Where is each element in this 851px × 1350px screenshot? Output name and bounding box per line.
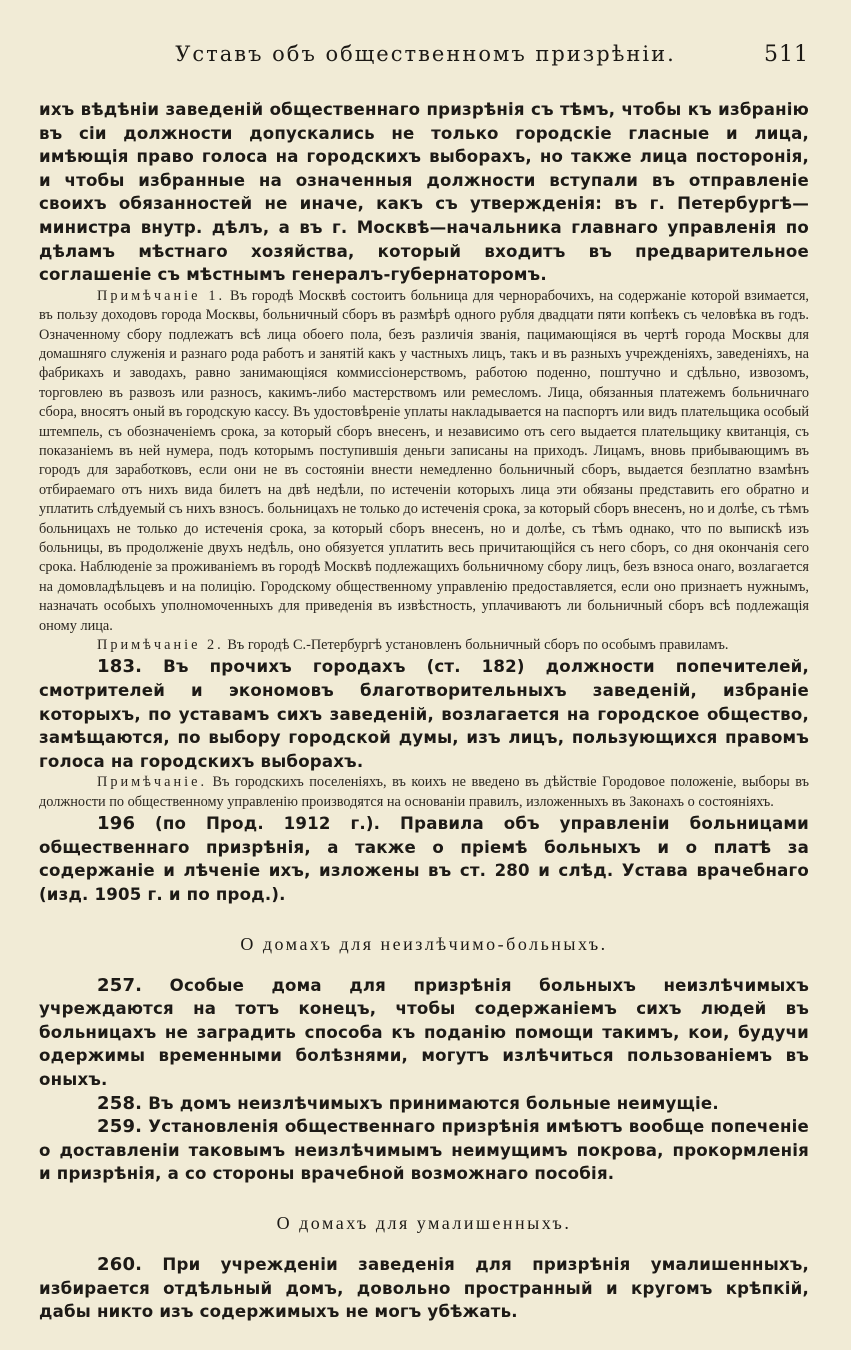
- section-heading-insane: О домахъ для умалишенныхъ.: [276, 1212, 572, 1233]
- article-196: [39, 812, 809, 906]
- article-259-text: Установленія общественнаго призрѣнія имѣютъ вообще попеченіе о доставленіи таковымъ неизлѣчимымъ неимущимъ покрова, прокормленія и призрѣнія, а со стороны врачебной возможнаго пособія.: [39, 1117, 809, 1184]
- article-258-number: 258.: [97, 1092, 143, 1114]
- article-258-text: Въ домъ неизлѣчимыхъ принимаются больные неимущіе.: [142, 1093, 719, 1113]
- article-183-text: Въ прочихъ городахъ (ст. 182) должности попечителей, смотрителей и экономовъ благотворительныхъ заведеній, избраніе которыхъ, по уставамъ сихъ заведеній, возлагается на городское общество, замѣщаются, по выбору городской думы, изъ лицъ, пользующихся правомъ голоса на городскихъ выборахъ.: [39, 657, 809, 771]
- note-3-label: Примѣчаніе.: [97, 774, 208, 791]
- article-196-text: (по Прод. 1912 г.). Правила объ управленіи больницами общественнаго призрѣнія, а также о пріемѣ больныхъ и о платѣ за содержаніе и лѣченіе ихъ, изложены въ ст. 280 и слѣд. Устава врачебнаго (изд. 1905 г. и по прод.).: [39, 814, 809, 905]
- article-257-text: Особые дома для призрѣнія больныхъ неизлѣчимыхъ учреждаются на тотъ конецъ, чтобы содержаніемъ сихъ людей въ больницахъ не заградить способа къ поданію помощи такимъ, кои, будучи одержимы временными болѣзнями, могутъ излѣчиться пользованіемъ въ оныхъ.: [39, 975, 809, 1089]
- article-260-number: 260.: [97, 1253, 143, 1275]
- article-258: [39, 1092, 809, 1116]
- running-header: [0, 40, 851, 74]
- article-257-number: 257.: [97, 974, 143, 996]
- note-3-text: Въ городскихъ поселеніяхъ, въ коихъ не введено въ дѣйствіе Городовое положеніе, выборы въ должности по общественному управленію производятся на основаніи правилъ, изложенныхъ въ Законахъ о состояніяхъ.: [39, 774, 809, 810]
- note-1: [39, 287, 809, 636]
- article-257: [39, 974, 809, 1092]
- article-260-text: При учрежденіи заведенія для призрѣнія умалишенныхъ, избирается отдѣльный домъ, довольно пространный и кругомъ крѣпкій, дабы никто изъ содержимыхъ не могъ убѣжать.: [39, 1254, 809, 1322]
- note-1-label: Примѣчаніе 1.: [97, 287, 226, 304]
- note-2-label: Примѣчаніе 2.: [97, 637, 224, 654]
- note-2-text: Въ городѣ С.-Петербургѣ установленъ больничный сборъ по особымъ правиламъ.: [223, 637, 729, 654]
- article-183: [39, 655, 809, 773]
- article-260: [39, 1253, 809, 1324]
- header-title: Уставъ объ общественномъ призрѣніи.: [175, 42, 676, 66]
- article-196-number: 196: [97, 813, 136, 835]
- article-259-number: 259.: [97, 1116, 143, 1138]
- article-183-number: 183.: [97, 656, 143, 678]
- note-3: [39, 773, 809, 812]
- paragraph-continued: ихъ вѣдѣніи заведеній общественнаго призрѣнія съ тѣмъ, чтобы къ избранію въ сіи должности допускались не только городскіе гласные и лица, имѣющія право голоса на городскихъ выборахъ, но также лица посторонія, и чтобы избранные на означенныя должности вступали въ отправленіе своихъ обязанностей не иначе, какъ съ утвержденія: въ г. Петербургѣ—министра внутр. дѣлъ, а въ г. Москвѣ—начальника главнаго управленія по дѣламъ мѣстнаго хозяйства, который входитъ въ предварительное соглашеніе съ мѣстнымъ генералъ-губернаторомъ.: [39, 100, 809, 285]
- page-number: 511: [764, 42, 809, 67]
- page-body: [39, 98, 809, 1324]
- note-1-text: Въ городѣ Москвѣ состоитъ больница для чернорабочихъ, на содержаніе которой взимается, въ пользу доходовъ города Москвы, больничный сборъ въ размѣрѣ одного рубля двадцати пяти копѣекъ съ человѣка въ годъ. Означенному сбору подлежатъ всѣ лица обоего пола, безъ различія званія, пацимающіяся въ чертѣ города Москвы для домашняго служенія и разнаго рода работъ и занятій какъ у частныхъ лицъ, такъ и въ разныхъ учрежденіяхъ, заведеніяхъ, на фабрикахъ и заводахъ, равно занимающіяся коммиссіонерствомъ, работою поденно, поштучно и сдѣльно, извозомъ, торговлею въ развозъ или разносъ, какимъ-либо мастерствомъ или ремесломъ. Лица, обязанныя платежемъ больничнаго сбора, вносятъ оный въ городскую кассу. Въ удостовѣреніе уплаты накладывается на паспортъ или видъ плательщика особый штемпель, съ обозначеніемъ срока, за который сборъ внесенъ, и независимо отъ сего выдается плательщику квитанція, съ показаніемъ въ ней нумера, подъ которымъ поступившія деньги записаны на приходъ. Лицамъ, вновь прибывающимъ въ городъ для заработковъ, если они не въ состояніи внести немедленно больничный сборъ, выдается безплатно взамѣнъ отбираемаго отъ нихъ вида билетъ на двѣ недѣли, по истеченіи которыхъ лица эти обязаны представить его обратно и уплатить слѣдуемый съ нихъ взносъ. больницахъ не только до истеченія срока, за который сборъ внесенъ, но и долѣе, съ тѣмъ больницахъ не только до истеченія срока, за который сборъ внесенъ, но и долѣе, съ тѣмъ однако, что по выпискѣ изъ больницы, въ продолженіе двухъ недѣль, оно обязуется уплатить весь причитающійся съ него сборъ, со дня окончанія сего срока. Наблюденіе за проживаніемъ въ городѣ Москвѣ подлежащихъ больничному сбору лицъ, безъ взноса онаго, возлагается на домовладѣльцевъ и на полицію. Городскому общественному управленію предоставляется, если оно признаетъ нужнымъ, назначать особыхъ уполномоченныхъ для приведенія въ извѣстность, уплачиваютъ ли больничный сборъ всѣ подлежащія оному лица.: [39, 287, 809, 634]
- note-2: [39, 636, 809, 655]
- article-259: [39, 1115, 809, 1186]
- section-heading-incurable: О домахъ для неизлѣчимо-больныхъ.: [240, 933, 608, 954]
